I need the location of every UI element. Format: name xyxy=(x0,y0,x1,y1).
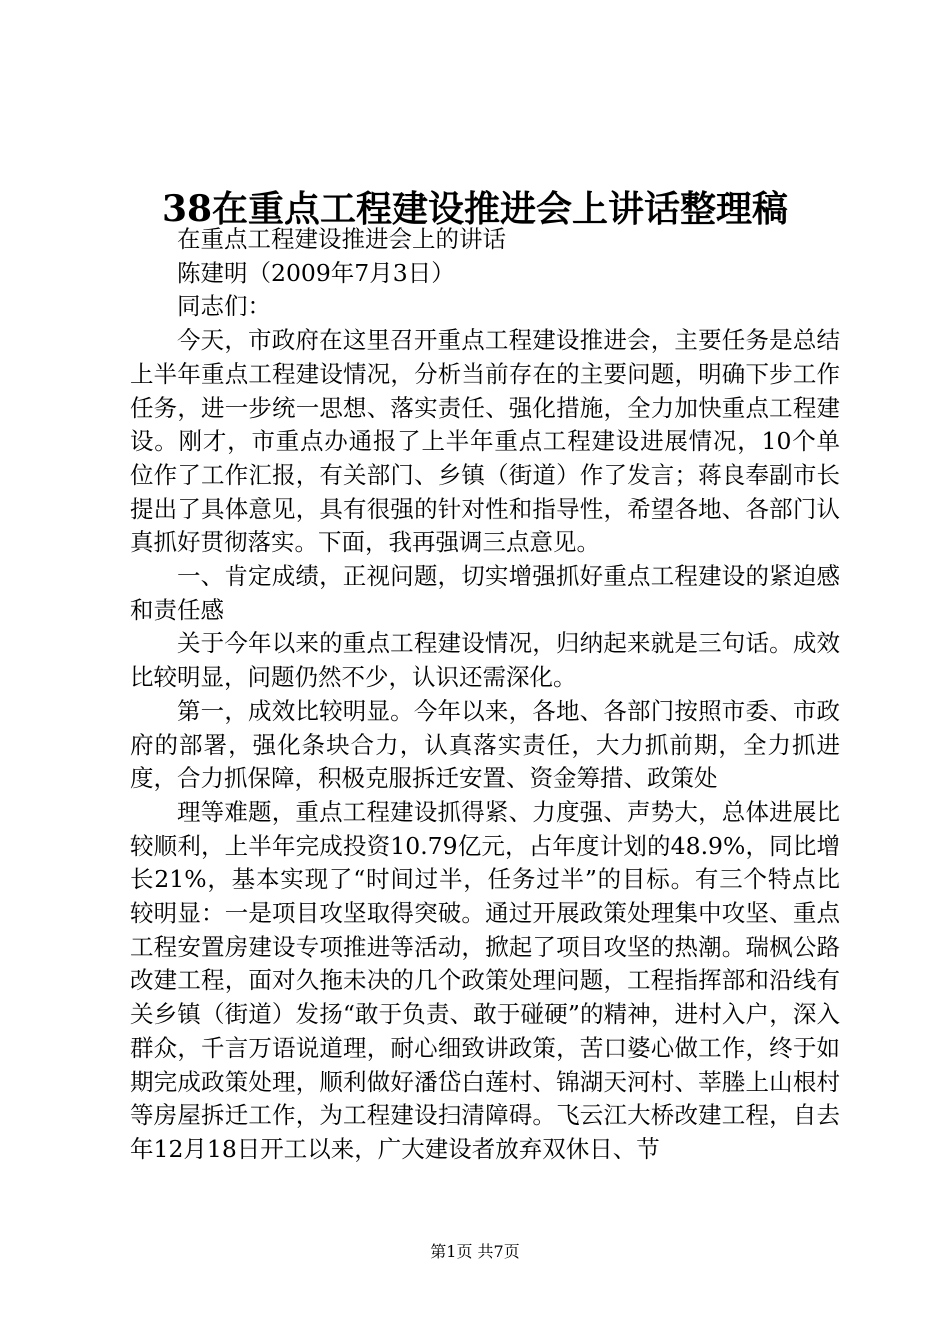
document-title: 38在重点工程建设推进会上讲话整理稿 xyxy=(161,188,789,230)
body-paragraph: 关于今年以来的重点工程建设情况，归纳起来就是三句话。成效比较明显，问题仍然不少，认识还需深化。 xyxy=(130,629,840,692)
speaker-date-line: 陈建明（2009年7月3日） xyxy=(177,258,455,287)
body-paragraph: 今天，市政府在这里召开重点工程建设推进会，主要任务是总结上半年重点工程建设情况，分析当前存在的主要问题，明确下步工作任务，进一步统一思想、落实责任、强化措施，全力加快重点工程建设。刚才，市重点办通报了上半年重点工程建设进展情况，10个单位作了工作汇报，有关部门、乡镇（街道）作了发言；蒋良奉副市长提出了具体意见，具有很强的针对性和指导性，希望各地、各部门认真抓好贯彻落实。下面，我再强调三点意见。 xyxy=(130,326,840,557)
page-number-footer: 第1页 共7页 xyxy=(430,1242,520,1261)
document-body xyxy=(130,223,840,1167)
speech-heading: 在重点工程建设推进会上的讲话 xyxy=(177,225,506,253)
body-paragraph: 理等难题，重点工程建设抓得紧、力度强、声势大，总体进展比较顺利，上半年完成投资10.79亿元，占年度计划的48.9%，同比增长21%，基本实现了“时间过半，任务过半”的目标。有三个特点比较明显：一是项目攻坚取得突破。通过开展政策处理集中攻坚、重点工程安置房建设专项推进等活动，掀起了项目攻坚的热潮。瑞枫公路改建工程，面对久拖未决的几个政策处理问题，工程指挥部和沿线有关乡镇（街道）发扬“敢于负责、敢于碰硬”的精神，进村入户，深入群众，千言万语说道理，耐心细致讲政策，苦口婆心做工作，终于如期完成政策处理，顺利做好潘岱白莲村、锦湖天河村、莘塍上山根村等房屋拆迁工作，为工程建设扫清障碍。飞云江大桥改建工程，自去年12月18日开工以来，广大建设者放弃双休日、节 xyxy=(130,797,840,1163)
section-heading: 一、肯定成绩，正视问题，切实增强抓好重点工程建设的紧迫感和责任感 xyxy=(130,562,840,624)
body-paragraph: 第一，成效比较明显。今年以来，各地、各部门按照市委、市政府的部署，强化条块合力，认真落实责任，大力抓前期，全力抓进度，合力抓保障，积极克服拆迁安置、资金筹措、政策处 xyxy=(130,696,840,793)
salutation: 同志们： xyxy=(177,292,271,321)
